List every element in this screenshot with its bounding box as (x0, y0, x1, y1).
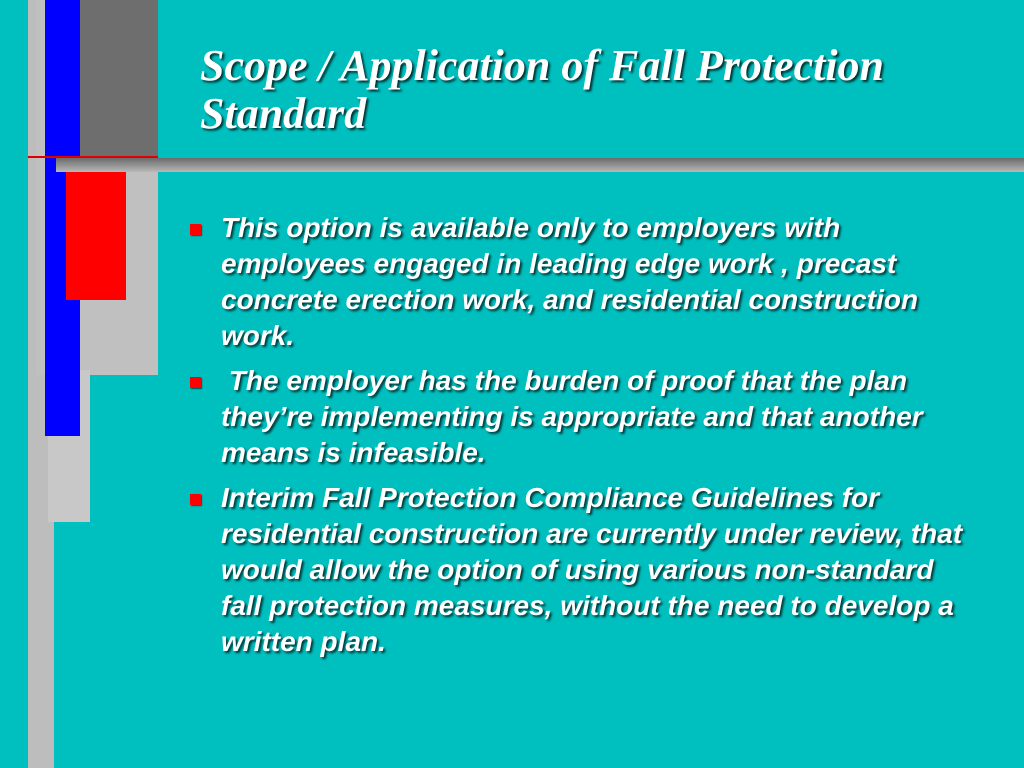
bullet-item (188, 480, 978, 660)
square-bullet-icon (190, 224, 201, 235)
deco-dark-gray-block (80, 0, 158, 160)
deco-red-block (66, 172, 126, 300)
bullet-text: Interim Fall Protection Compliance Guidelines for residential construction are currently under review, that would allow the option of using various non-standard fall protection measures, without the need to develop a written plan. (221, 482, 963, 657)
bullet-text: The employer has the burden of proof that the plan they’re implementing is appropriate and that another means is infeasible. (221, 365, 931, 468)
square-bullet-icon (190, 494, 201, 505)
bullet-list (188, 210, 978, 669)
square-bullet-icon (190, 377, 201, 388)
deco-horizontal-rule (56, 158, 1024, 172)
bullet-item (188, 363, 978, 471)
bullet-text: This option is available only to employers with employees engaged in leading edge work , precast concrete erection work, and residential construction work. (221, 212, 919, 351)
bullet-item (188, 210, 978, 354)
slide-title: Scope / Application of Fall Protection Standard (200, 41, 885, 138)
